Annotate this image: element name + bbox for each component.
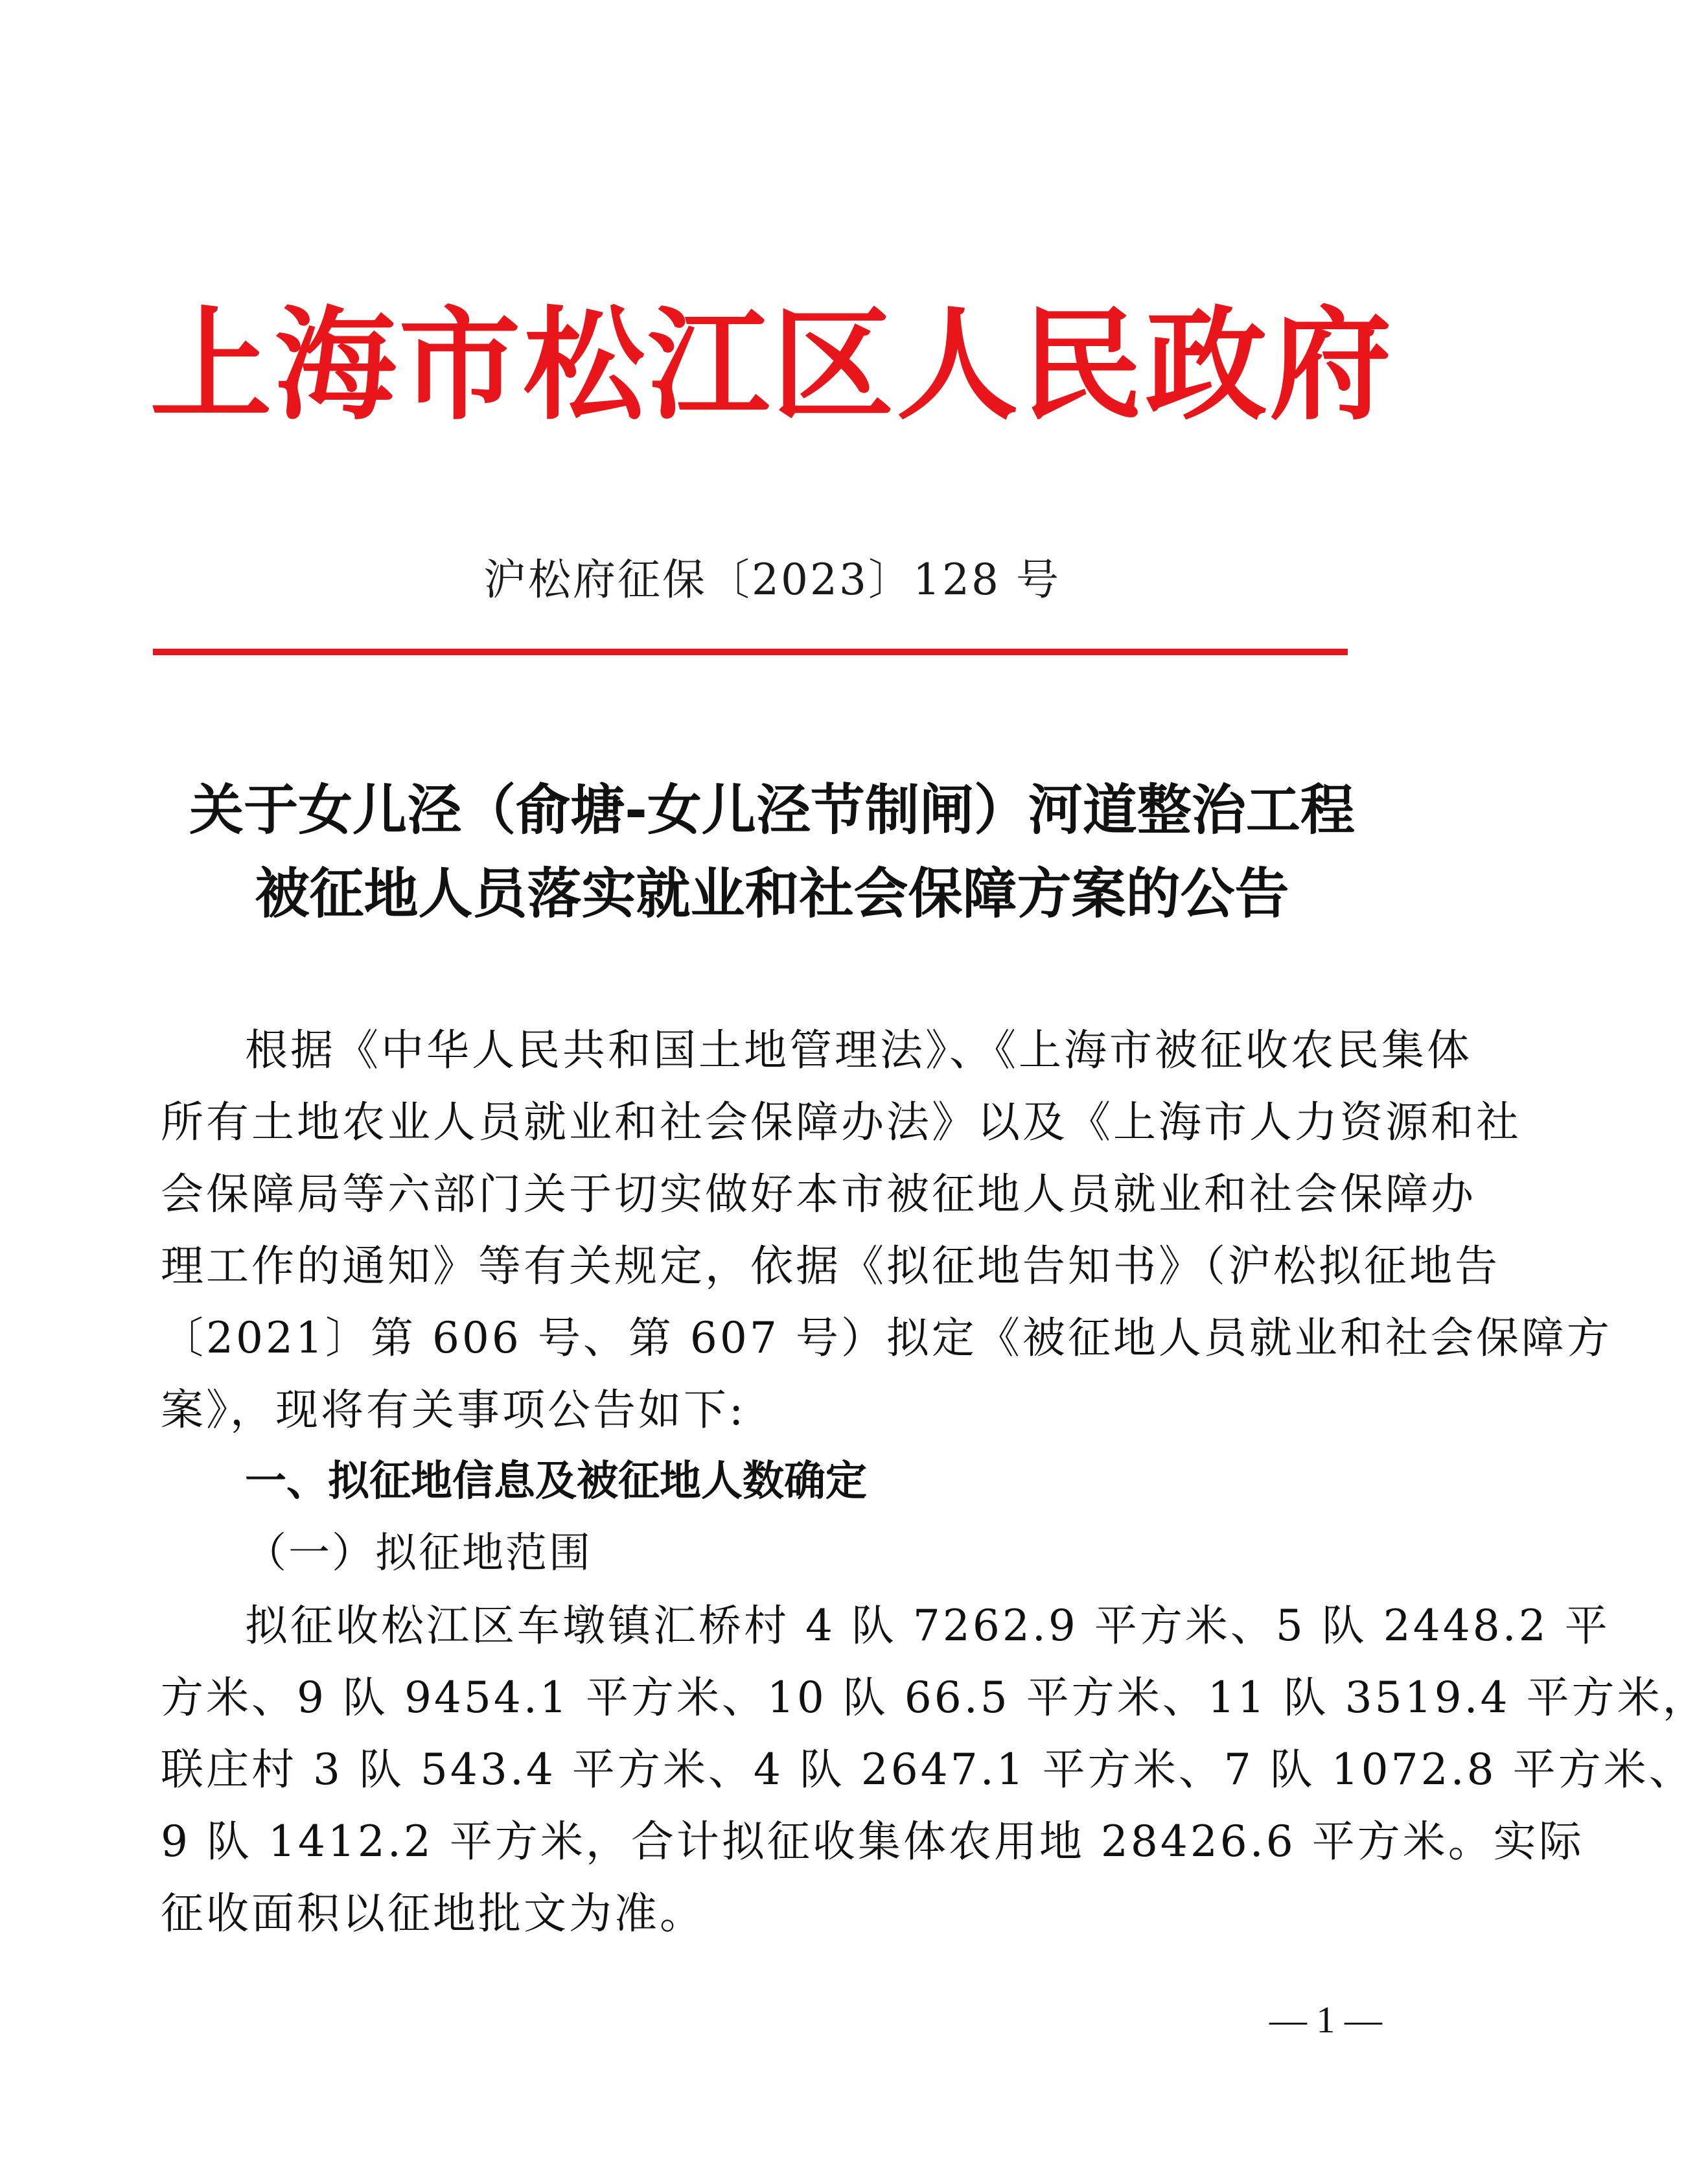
document-number: 沪松府征保〔2023〕128 号 xyxy=(483,555,1061,605)
intro-paragraph-line: 根据《中华人民共和国土地管理法》、《上海市被征收农民集体 xyxy=(245,1025,1472,1075)
range-paragraph-line: 9 队 1412.2 平方米，合计拟征收集体农用地 28426.6 平方米。实际 xyxy=(161,1817,1584,1866)
document-title-line-1: 关于女儿泾（俞塘-女儿泾节制闸）河道整治工程 xyxy=(189,778,1355,842)
intro-paragraph-line: 理工作的通知》等有关规定，依据《拟征地告知书》（沪松拟征地告 xyxy=(161,1241,1500,1291)
issuing-authority-masthead: 上海市松江区人民政府 xyxy=(150,294,1394,437)
document-title-line-2: 被征地人员落实就业和社会保障方案的公告 xyxy=(255,862,1289,925)
intro-paragraph-line: 〔2021〕第 606 号、第 607 号）拟定《被征地人员就业和社会保障方 xyxy=(161,1313,1612,1363)
section-heading: 一、拟征地信息及被征地人数确定 xyxy=(245,1458,867,1505)
intro-paragraph-line: 案》，现将有关事项公告如下: xyxy=(161,1385,746,1435)
intro-paragraph-line: 会保障局等六部门关于切实做好本市被征地人员就业和社会保障办 xyxy=(161,1169,1476,1219)
document-body xyxy=(161,1014,1708,1949)
range-paragraph-line: 联庄村 3 队 543.4 平方米、4 队 2647.1 平方米、7 队 1072.8 平方米、 xyxy=(161,1745,1694,1795)
page-number: — 1 — xyxy=(1269,1999,1382,2041)
intro-paragraph-line: 所有土地农业人员就业和社会保障办法》以及《上海市人力资源和社 xyxy=(161,1097,1521,1147)
red-separator-line xyxy=(153,649,1348,655)
subsection-heading: （一）拟征地范围 xyxy=(245,1529,592,1577)
range-paragraph-line: 方米、9 队 9454.1 平方米、10 队 66.5 平方米、11 队 3519.4 平方米， xyxy=(161,1673,1708,1723)
range-paragraph-line: 拟征收松江区车墩镇汇桥村 4 队 7262.9 平方米、5 队 2448.2 平 xyxy=(245,1601,1610,1651)
range-paragraph-line: 征收面积以征地批文为准。 xyxy=(161,1888,705,1938)
